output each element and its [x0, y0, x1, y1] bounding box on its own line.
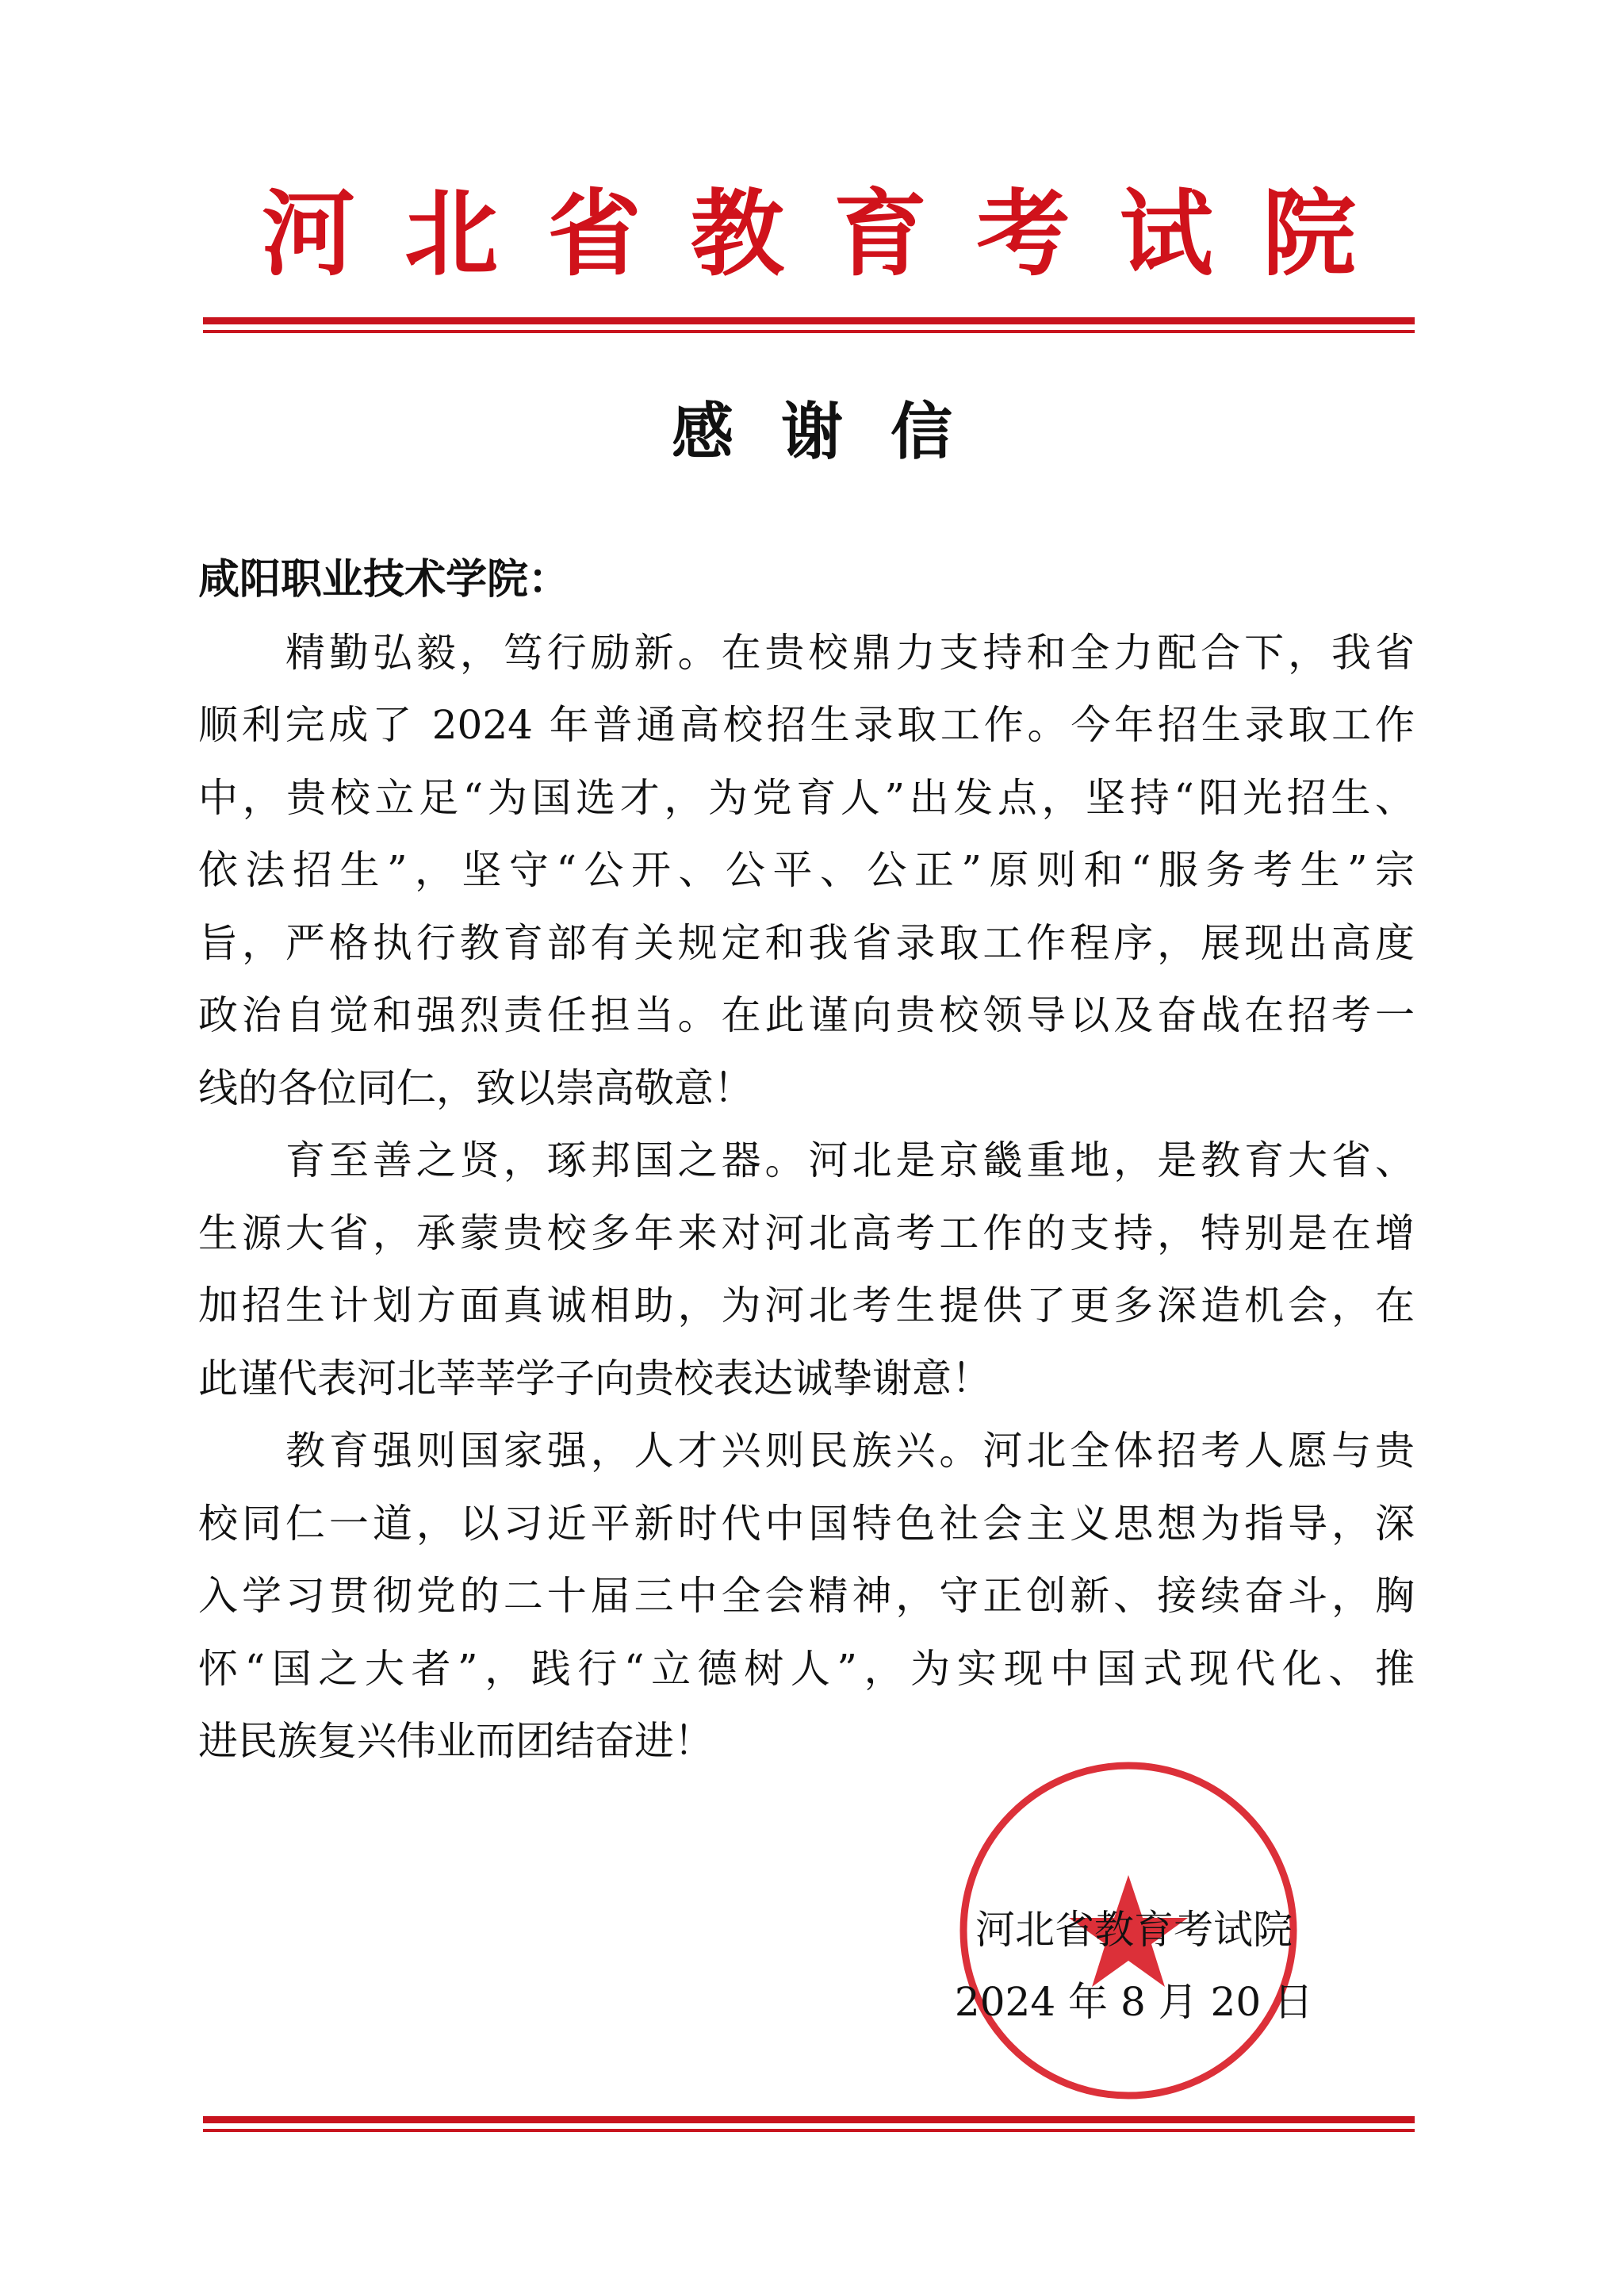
body-line: 校同仁一道，以习近平新时代中国特色社会主义思想为指导，深: [198, 1500, 1415, 1547]
letterhead-char: 考: [976, 178, 1071, 289]
body-line: 育至善之贤，琢邦国之器。河北是京畿重地，是教育大省、: [285, 1137, 1415, 1183]
letterhead-char: 试: [1119, 178, 1213, 289]
footer-rule-thick: [203, 2116, 1415, 2123]
body-line: 政治自觉和强烈责任担当。在此谨向贵校领导以及奋战在招考一: [198, 992, 1415, 1038]
letterhead-char: 教: [690, 178, 784, 289]
body-line: 怀“国之大者”，践行“立德树人”，为实现中国式现代化、推: [198, 1645, 1415, 1692]
body-line: 进民族复兴伟业而团结奋进！: [198, 1718, 714, 1764]
body-line: 依法招生”，坚守“公开、公平、公正”原则和“服务考生”宗: [198, 847, 1415, 893]
body-line: 生源大省，承蒙贵校多年来对河北高考工作的支持，特别是在增: [198, 1210, 1415, 1256]
salutation: 咸阳职业技术学院：: [198, 556, 570, 604]
letter-title: 感谢信: [671, 396, 1000, 468]
body-line: 顺利完成了 2024 年普通高校招生录取工作。今年招生录取工作: [198, 702, 1415, 748]
letterhead-char: 北: [404, 178, 499, 289]
body-line: 旨，严格执行教育部有关规定和我省录取工作程序，展现出高度: [198, 919, 1415, 966]
body-line: 线的各位同仁，致以崇高敬意！: [198, 1064, 753, 1111]
letterhead-char: 河: [262, 178, 356, 289]
header-rule-thick: [203, 317, 1415, 324]
letterhead-title: [262, 174, 1356, 293]
body-line: 此谨代表河北莘莘学子向贵校表达诚挚谢意！: [198, 1355, 991, 1402]
letterhead-char: 育: [833, 178, 928, 289]
body-line: 入学习贯彻党的二十届三中全会精神，守正创新、接续奋斗，胸: [198, 1573, 1415, 1619]
body-line: 中，贵校立足“为国选才，为党育人”出发点，坚持“阳光招生、: [198, 774, 1415, 821]
letter-body: [198, 544, 1415, 1778]
header-rule-thin: [203, 330, 1415, 333]
letterhead-char: 院: [1262, 178, 1356, 289]
body-line: 加招生计划方面真诚相助，为河北考生提供了更多深造机会，在: [198, 1283, 1415, 1329]
body-line: 精勤弘毅，笃行励新。在贵校鼎力支持和全力配合下，我省: [285, 629, 1415, 676]
signature-org: 河北省教育考试院: [975, 1907, 1293, 1953]
letterhead-char: 省: [547, 178, 642, 289]
footer-rule-thin: [203, 2129, 1415, 2132]
body-line: 教育强则国家强，人才兴则民族兴。河北全体招考人愿与贵: [285, 1428, 1415, 1474]
signature-date: 2024 年 8 月 20 日: [954, 1979, 1314, 2025]
